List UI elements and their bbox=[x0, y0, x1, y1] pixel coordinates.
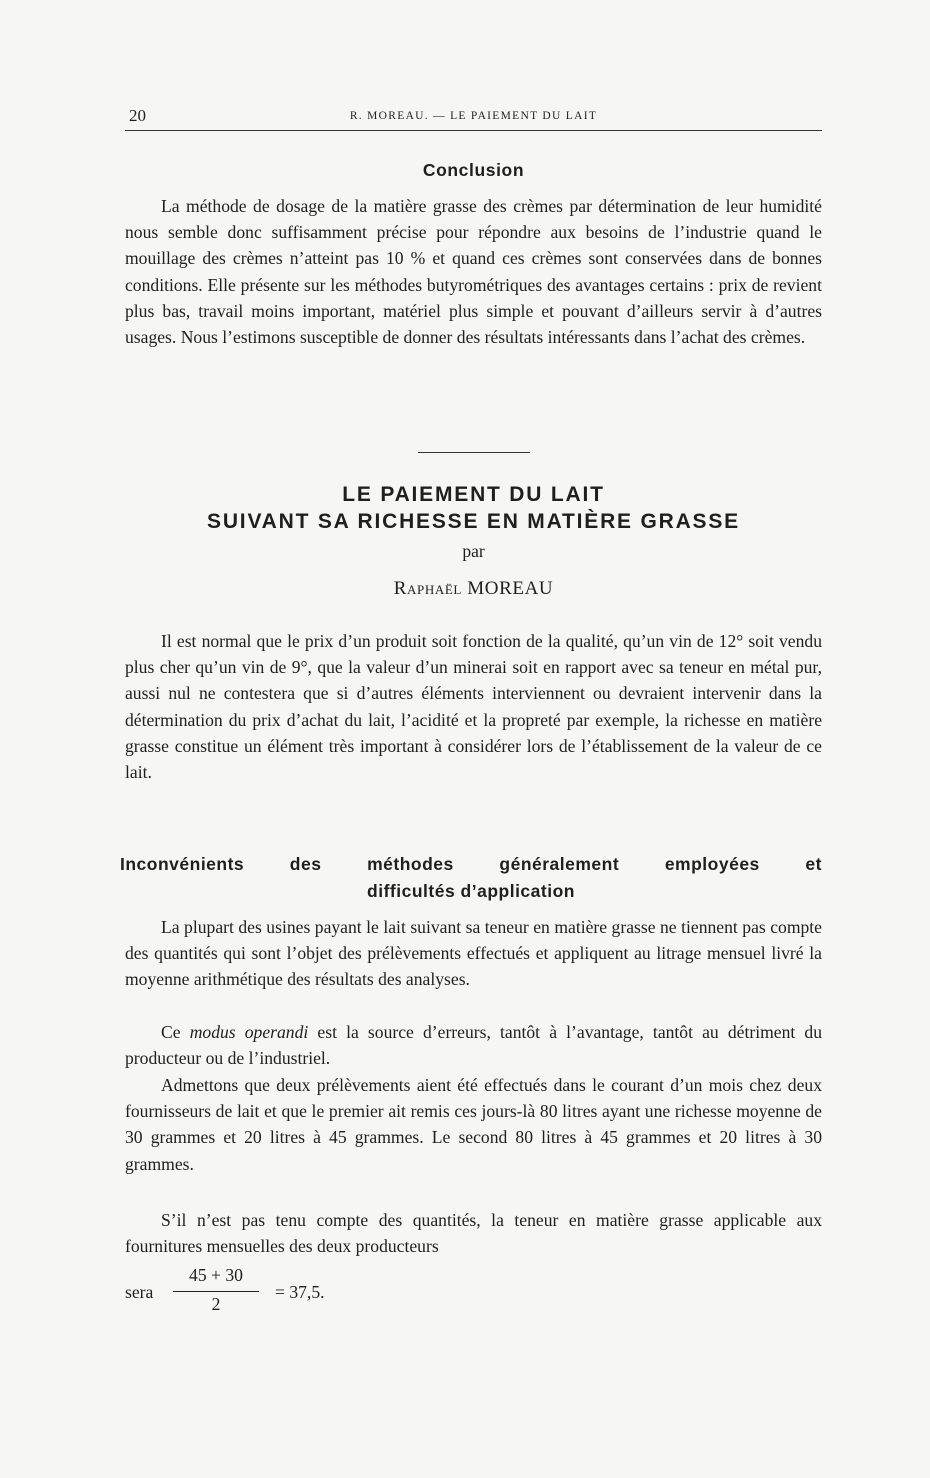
subsection-paragraph-3: Admettons que deux prélèvements aient été effectués dans le courant d’un mois chez deux fournisseurs de lait et que le premier ait remis ces jours-là 80 litres ayant une richesse moyenne de 30 grammes et 20 litres à 45 grammes. Le second 80 litres à 45 grammes et 20 litres à 30 grammes. bbox=[125, 1075, 822, 1174]
formula-lead: sera bbox=[125, 1282, 154, 1302]
article-title-line-2: SUIVANT SA RICHESSE EN MATIÈRE GRASSE bbox=[207, 510, 740, 533]
subsection-title bbox=[120, 851, 822, 905]
page-header bbox=[125, 104, 822, 131]
byline-author bbox=[125, 578, 822, 600]
page-number: 20 bbox=[129, 106, 146, 125]
fraction-bar bbox=[173, 1291, 259, 1292]
conclusion-paragraph: La méthode de dosage de la matière grasse des crèmes par détermination de leur humidité nous semble donc suffisamment précise pour répondre aux besoins de l’industrie quand le mouillage des crèmes n’atteint pas 10 % et quand ces crèmes sont conservées dans de bonnes conditions. Elle présente sur les méthodes butyrométriques des avantages certains : prix de revient plus bas, travail moins important, matériel plus simple et pouvant d’ailleurs servir à d’autres usages. Nous l’estimons susceptible de donner des résultats intéressants dans l’achat des crèmes. bbox=[125, 196, 822, 348]
paragraph-2-end: est la source d’erreurs, tantôt à l’avantage, tantôt au détriment du producteur ou de l’industriel. bbox=[125, 1022, 823, 1069]
average-formula bbox=[125, 1265, 525, 1325]
subsection-paragraph-2 bbox=[125, 1019, 822, 1071]
subsection-title-line-2: difficultés d’application bbox=[367, 881, 575, 901]
formula-fraction bbox=[171, 1265, 261, 1315]
paragraph-2-start: Ce bbox=[161, 1022, 190, 1042]
formula-numerator: 45 + 30 bbox=[189, 1265, 243, 1285]
author-first-name: Raphaël bbox=[393, 578, 462, 599]
subsection-title-line-1: Inconvénients des méthodes généralement employées et bbox=[120, 854, 822, 874]
formula-denominator: 2 bbox=[211, 1294, 221, 1314]
subsection-paragraph-4: S’il n’est pas tenu compte des quantités, la teneur en matière grasse applicable aux fournitures mensuelles des deux producteurs bbox=[125, 1210, 822, 1257]
section-divider bbox=[418, 452, 530, 453]
running-head: R. MOREAU. — LE PAIEMENT DU LAIT bbox=[349, 110, 598, 122]
formula-result: = 37,5. bbox=[275, 1282, 325, 1302]
subsection-paragraph-1: La plupart des usines payant le lait suivant sa teneur en matière grasse ne tiennent pas compte des quantités qui sont l’objet des prélèvements effectués et appliquent au litrage mensuel livré la moyenne arithmétique des résultats des analyses. bbox=[125, 917, 822, 990]
article-title-line-1: LE PAIEMENT DU LAIT bbox=[342, 483, 605, 506]
modus-operandi-italic: modus operandi bbox=[189, 1022, 309, 1042]
conclusion-title: Conclusion bbox=[422, 160, 525, 180]
byline-par: par bbox=[462, 541, 485, 561]
intro-paragraph: Il est normal que le prix d’un produit soit fonction de la qualité, qu’un vin de 12° soit vendu plus cher qu’un vin de 9°, que la valeur d’un minerai soit en rapport avec sa teneur en métal pur, aussi nul ne contestera que si d’autres éléments interviennent ou devraient intervenir dans la détermination du prix d’achat du lait, l’acidité et la propreté par exemple, la richesse en matière grasse constitue un élément très important à considérer lors de l’établissement de la valeur de ce lait. bbox=[125, 631, 822, 783]
author-last-name: MOREAU bbox=[467, 578, 554, 599]
